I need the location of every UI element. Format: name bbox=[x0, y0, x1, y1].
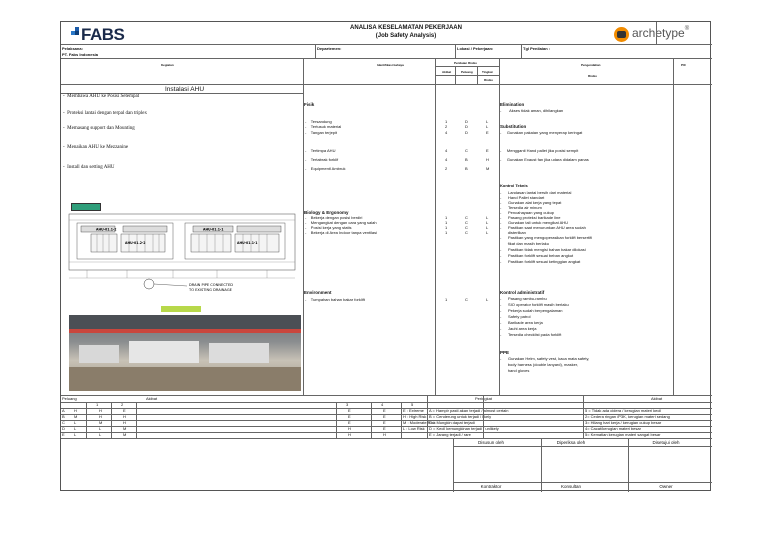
matrix-cell: L bbox=[74, 432, 77, 437]
risk-akibat: 1 bbox=[445, 297, 448, 302]
risk-tingkat: L bbox=[486, 124, 489, 129]
fabs-logo-text: FABS bbox=[81, 25, 125, 44]
control-group-title: Elimination bbox=[500, 102, 525, 107]
control-group-title: Kontrol Teknis bbox=[500, 183, 528, 188]
col-kegiatan: Kegiatan bbox=[161, 63, 174, 67]
archetype-mark-icon bbox=[614, 27, 629, 42]
risk-peluang: C bbox=[465, 230, 468, 235]
matrix-cell: L bbox=[74, 426, 77, 431]
hazard-item: - Tertabrak forklif bbox=[305, 157, 339, 162]
hazard-item: - Tangan terjepit bbox=[305, 130, 338, 135]
hazard-item: - Tumpahan bahan bakar forklift bbox=[305, 297, 365, 302]
risk-tingkat: L bbox=[486, 297, 489, 302]
photo-caption-bar bbox=[161, 306, 201, 312]
risk-tingkat: L bbox=[486, 220, 489, 225]
col-identifikasi: Identifikasi bahaya bbox=[377, 63, 404, 67]
risk-peluang: C bbox=[465, 220, 468, 225]
matrix-cell: H bbox=[123, 414, 126, 419]
risk-peluang: D bbox=[465, 119, 468, 124]
matrix-cell: L bbox=[99, 432, 102, 437]
risk-akibat: 4 bbox=[445, 148, 448, 153]
control-item: - Gunakan Helm, safety vest, kaca mata safety, bbox=[500, 356, 590, 361]
lokasi-label: Lokasi / Pekerjaan: bbox=[457, 46, 494, 51]
matrix-cell: E bbox=[383, 414, 386, 419]
matrix-akibat2-label: Akibat bbox=[651, 396, 663, 401]
matrix-cell: M bbox=[74, 414, 78, 419]
matrix-level: M : Moderate Risk bbox=[403, 420, 436, 425]
matrix-peluang-desc: A = Hampir pasti akan terjadi / almost certain bbox=[429, 408, 509, 413]
matrix-cell: M bbox=[123, 426, 127, 431]
ahu-layout-drawing bbox=[67, 212, 299, 298]
control-item: - Pastikan forklift sesuai beban angkut bbox=[500, 253, 574, 258]
matrix-peluang-desc: D = Kecil kemungkinan terjadi / unlikely bbox=[429, 426, 499, 431]
control-item: - Gunakan tali untuk mengikat AHU bbox=[500, 220, 569, 225]
matrix-peluang-cell: E bbox=[62, 432, 65, 437]
hazard-item: - Tertusuk material bbox=[305, 124, 342, 129]
sign-konsultan: Konsultan bbox=[560, 484, 581, 489]
control-item: - Tersedia checklist pada forklift bbox=[500, 332, 562, 337]
hazard-item: - Tersandung bbox=[305, 119, 332, 124]
control-group-title: Substitution bbox=[500, 124, 527, 129]
document-subtitle: (Job Safety Analysis) bbox=[375, 33, 437, 39]
ahu-label: AHU-01.1-1 bbox=[237, 241, 258, 245]
matrix-level: L : Low Risk bbox=[403, 426, 425, 431]
document-title: ANALISA KESELAMATAN PEKERJAAN bbox=[350, 25, 462, 31]
site-photo bbox=[69, 315, 301, 391]
sign-disetujui: Disetujui oleh bbox=[652, 440, 680, 445]
risk-peluang: C bbox=[465, 215, 468, 220]
sign-owner: Owner bbox=[659, 484, 673, 489]
drawing-tag bbox=[71, 203, 101, 211]
activity-step: - Menaikan AHU ke Mezzanine bbox=[63, 145, 129, 150]
control-item: - Pasang proteksi barikade line bbox=[500, 215, 561, 220]
control-item: - Gunakan pakaian yang menyerap keringat bbox=[500, 130, 583, 135]
sign-diperiksa: Diperiksa oleh bbox=[556, 440, 586, 445]
matrix-cell: H bbox=[99, 414, 102, 419]
risk-tingkat: H bbox=[486, 157, 489, 162]
control-item: - Pasang rambu-rambu bbox=[500, 296, 547, 301]
hazard-item: - Tertimpa AHU bbox=[305, 148, 336, 153]
col-risiko-residu: Risiko bbox=[588, 74, 598, 78]
control-item: - SIO operator forklift masih berlaku bbox=[500, 302, 569, 307]
matrix-col-head: 5 bbox=[411, 402, 414, 407]
risk-akibat: 4 bbox=[445, 157, 448, 162]
matrix-akibat-label: Akibat bbox=[146, 396, 158, 401]
matrix-cell: E bbox=[348, 408, 351, 413]
matrix-cell: L bbox=[74, 420, 77, 425]
hazard-item: - Bekerja dengan posisi berdiri bbox=[305, 215, 363, 220]
ahu-label: AHU-01.2-2 bbox=[125, 241, 146, 245]
matrix-cell: E bbox=[383, 408, 386, 413]
ahu-label: AHU-01.1-2 bbox=[96, 227, 117, 232]
matrix-cell: E bbox=[348, 414, 351, 419]
matrix-col-head: 3 bbox=[346, 402, 349, 407]
matrix-peluang-desc: E = Jarang terjadi / rare bbox=[429, 432, 471, 437]
matrix-akibat-desc: 2= Cedera ringan /P3K, kerugian materi sedang bbox=[585, 414, 670, 419]
control-group-title: PPE bbox=[500, 350, 510, 355]
matrix-akibat-desc: 4= Cacat/kerugian materi besar bbox=[585, 426, 641, 431]
hazard-group-title: Fisik bbox=[304, 102, 315, 107]
control-item: fikat dan masih berlaku bbox=[507, 241, 549, 246]
col-peluang: Peluang bbox=[461, 70, 473, 74]
control-item: - Pastikan saat menurunkan AHU area sudah bbox=[500, 225, 586, 230]
control-item: disterilkan bbox=[507, 230, 526, 235]
risk-peluang: D bbox=[465, 124, 468, 129]
matrix-cell: M bbox=[123, 432, 127, 437]
matrix-peluang-cell: B bbox=[62, 414, 65, 419]
hazard-item: - Posisi kerja yang statis bbox=[305, 225, 352, 230]
matrix-cell: E bbox=[383, 420, 386, 425]
departemen-label: Departemen: bbox=[317, 46, 342, 51]
control-item: - Pastikan tidak mengisi bahan bakar dilokasi bbox=[500, 247, 586, 252]
risk-akibat: 4 bbox=[445, 130, 448, 135]
control-item: - Mengganti Hand pallet jika posisi sempit bbox=[500, 148, 579, 153]
logo-square-icon bbox=[75, 31, 79, 35]
matrix-peluang-cell: A bbox=[62, 408, 65, 413]
risk-tingkat: L bbox=[486, 225, 489, 230]
activity-step: - Memasang support dan Mounting bbox=[63, 126, 135, 131]
matrix-cell: H bbox=[348, 426, 351, 431]
control-item: - Landasan lantai bersih dari material bbox=[500, 190, 572, 195]
matrix-col-head: 2 bbox=[121, 402, 124, 407]
risk-akibat: 1 bbox=[445, 220, 448, 225]
risk-peluang: B bbox=[465, 166, 468, 171]
matrix-cell: E bbox=[383, 426, 386, 431]
col-pengendalian: Pengendalian bbox=[581, 63, 601, 67]
jsa-sheet bbox=[60, 21, 711, 491]
col-risiko: Risiko bbox=[484, 78, 494, 82]
section-title: Instalasi AHU bbox=[165, 86, 205, 93]
matrix-peluang-desc: C = Mungkin dapat terjadi bbox=[429, 420, 475, 425]
control-item: - Pastikan yang mengoperasikan forklift bersertifi bbox=[500, 235, 593, 240]
risk-akibat: 1 bbox=[445, 230, 448, 235]
activity-step: - Membawa AHU ke Posisi Setempat bbox=[63, 94, 140, 99]
risk-akibat: 2 bbox=[445, 166, 448, 171]
matrix-akibat-desc: 5 = Tidak ada cidera / kerugian materi kecil bbox=[585, 408, 662, 413]
matrix-cell: H bbox=[123, 420, 126, 425]
control-item: - Tersedia air minum bbox=[500, 205, 542, 210]
matrix-peluang-cell: D bbox=[62, 426, 65, 431]
control-item: - Pastikan forklift sesuai ketinggian angkat bbox=[500, 259, 581, 264]
risk-peluang: C bbox=[465, 148, 468, 153]
ahu-label: AHU-01.1-1 bbox=[203, 227, 224, 232]
risk-peluang: B bbox=[465, 157, 468, 162]
risk-tingkat: L bbox=[486, 119, 489, 124]
matrix-col-head: 4 bbox=[381, 402, 384, 407]
matrix-cell: E bbox=[123, 408, 126, 413]
matrix-peringkat-label: Peringkat bbox=[475, 396, 492, 401]
matrix-peluang-desc: B = Cenderung untuk terjadi / likely bbox=[429, 414, 492, 419]
risk-peluang: D bbox=[465, 130, 468, 135]
risk-tingkat: E bbox=[486, 130, 489, 135]
matrix-akibat-desc: 3= Hilang hari kerja / kerugian cukup besar bbox=[585, 420, 662, 425]
matrix-cell: H bbox=[348, 432, 351, 437]
control-item: body harness (double lanyard), masker, bbox=[507, 362, 579, 367]
risk-tingkat: E bbox=[486, 148, 489, 153]
matrix-peluang-cell: C bbox=[62, 420, 65, 425]
risk-tingkat: L bbox=[486, 230, 489, 235]
control-item: - Gunakan Exaust fan jika udara didalam panas bbox=[500, 157, 589, 162]
drain-label: DRAIN PIPE CONNECTED bbox=[189, 283, 234, 287]
control-item: - Barikade area kerja bbox=[500, 320, 543, 325]
matrix-peluang-label: Peluang bbox=[62, 396, 77, 401]
pelaksana-value: PT. Fabs Indonesia bbox=[62, 52, 99, 57]
hazard-item: - Mengangkat dengan cara yang salah bbox=[305, 220, 377, 225]
control-item: - Hand Pallet standart bbox=[500, 195, 545, 200]
risk-tingkat: M bbox=[486, 166, 490, 171]
control-item: - Jauhi area kerja bbox=[500, 326, 537, 331]
matrix-cell: H bbox=[99, 408, 102, 413]
control-item: - Pekerja sudah berpengalaman bbox=[500, 308, 563, 313]
hazard-item: - Bekerja di Area Indoor tanpa ventilasi bbox=[305, 230, 378, 235]
control-group-title: Kontrol administratif bbox=[500, 290, 545, 295]
sign-disusun: Disusun oleh bbox=[477, 440, 504, 445]
matrix-cell: L bbox=[99, 426, 102, 431]
control-item: - Safety patrol bbox=[500, 314, 531, 319]
matrix-cell: H bbox=[383, 432, 386, 437]
pelaksana-label: Pelaksana: bbox=[62, 46, 83, 51]
sign-kontraktor: Kontraktor bbox=[480, 484, 502, 489]
risk-peluang: C bbox=[465, 225, 468, 230]
hazard-group-title: Biology & Ergonomy bbox=[304, 210, 349, 215]
hazard-group-title: Environment bbox=[304, 290, 332, 295]
hazard-item: - Equipmentl Ambruk bbox=[305, 166, 346, 171]
col-penilaian: Penilaian Risiko bbox=[454, 61, 478, 65]
control-item: - Pencahayaan yang cukup bbox=[500, 210, 555, 215]
archetype-logo bbox=[614, 26, 704, 44]
tgl-label: Tgl Penilaian : bbox=[523, 46, 551, 51]
control-item: hand gloves bbox=[507, 368, 530, 373]
matrix-col-head: 1 bbox=[96, 402, 99, 407]
col-tingkat: Tingkat bbox=[482, 70, 493, 74]
control-item: - Gunakan alat kerja yang tepat bbox=[500, 200, 562, 205]
col-akibat: Akibat bbox=[442, 70, 452, 74]
risk-akibat: 1 bbox=[445, 215, 448, 220]
activity-step: - Proteksi lantai dengan terpal dan triplex bbox=[63, 111, 148, 116]
activity-step: - Install dan setting AHU bbox=[63, 165, 115, 170]
archetype-logo-text: archetype® bbox=[632, 26, 690, 40]
matrix-level: H : High Risk bbox=[403, 414, 427, 419]
risk-akibat: 2 bbox=[445, 124, 448, 129]
risk-tingkat: L bbox=[486, 215, 489, 220]
drain-label: TO EXISTING DRAINAGE bbox=[189, 288, 232, 292]
matrix-cell: E bbox=[348, 420, 351, 425]
risk-peluang: C bbox=[465, 297, 468, 302]
matrix-level: E : Extreme bbox=[403, 408, 424, 413]
control-item: - Akses tidak aman, dihilangkan bbox=[500, 108, 564, 113]
matrix-akibat-desc: 5= Kematian kerugian materi sangat besar bbox=[585, 432, 661, 437]
matrix-cell: H bbox=[74, 408, 77, 413]
risk-akibat: 1 bbox=[445, 119, 448, 124]
risk-akibat: 1 bbox=[445, 225, 448, 230]
matrix-cell: M bbox=[99, 420, 103, 425]
col-pic: PIC bbox=[681, 63, 687, 67]
